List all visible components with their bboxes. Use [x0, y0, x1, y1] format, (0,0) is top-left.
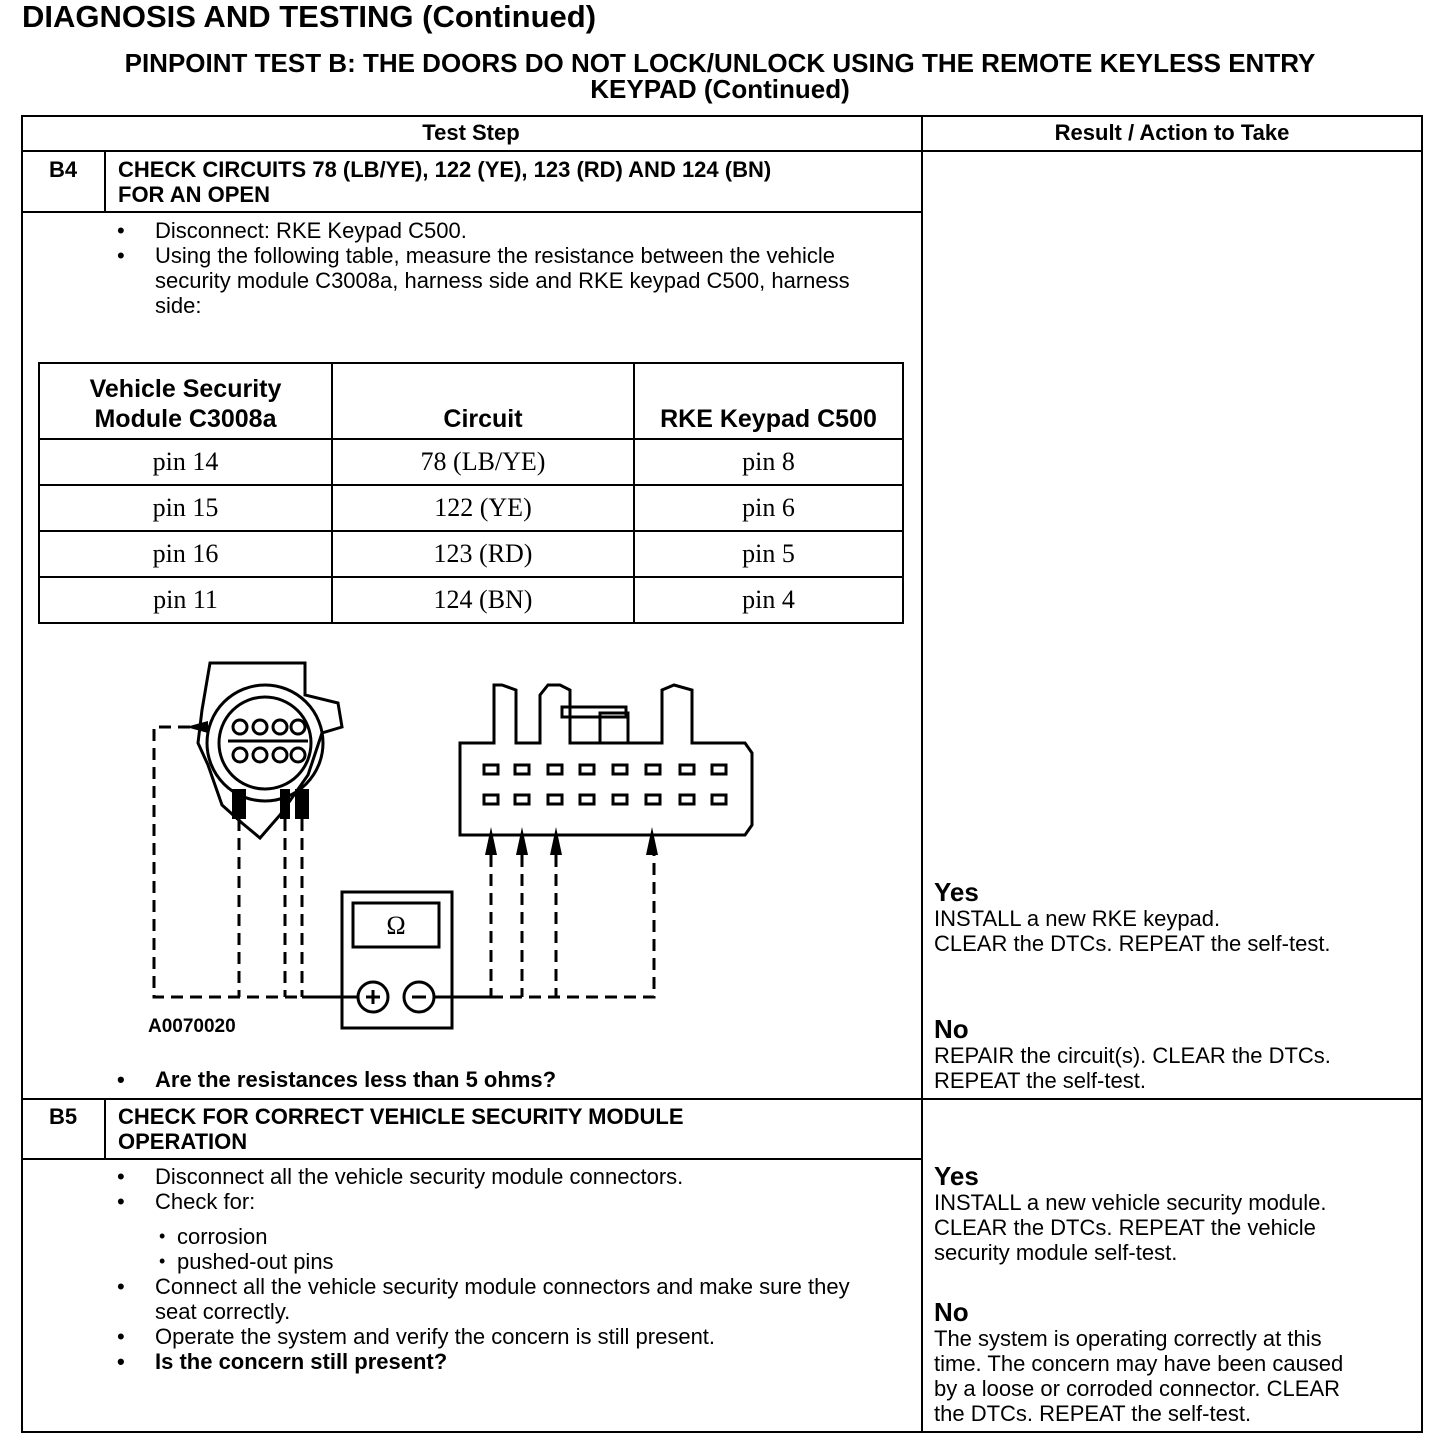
table-header-vsm: Vehicle Security Module C3008a — [39, 363, 332, 439]
b4-no-line1: REPAIR the circuit(s). CLEAR the DTCs. — [934, 1043, 1331, 1068]
column-divider — [921, 115, 923, 1433]
b4-question-text: • Are the resistances less than 5 ohms? — [117, 1067, 887, 1092]
b5-result-no — [934, 1298, 1343, 1426]
b5-yes-line2: CLEAR the DTCs. REPEAT the vehicle — [934, 1215, 1316, 1240]
pinpoint-title-line2: KEYPAD (Continued) — [590, 74, 850, 104]
b4-yes-line2: CLEAR the DTCs. REPEAT the self-test. — [934, 931, 1331, 956]
b5-bullet-operate: • Operate the system and verify the concern is still present. — [117, 1324, 887, 1349]
b5-id-divider — [104, 1099, 106, 1159]
b4-title-line2: FOR AN OPEN — [118, 182, 270, 207]
b5-title-line2: OPERATION — [118, 1129, 248, 1154]
table-cell: pin 14 — [39, 439, 332, 485]
b5-check-list — [155, 1224, 887, 1274]
figure-id: A0070020 — [148, 1016, 236, 1037]
table-cell: 122 (YE) — [332, 485, 634, 531]
b5-result-yes — [934, 1162, 1327, 1265]
pinpoint-title-line1: PINPOINT TEST B: THE DOORS DO NOT LOCK/UNLOCK USING THE REMOTE KEYLESS ENTRY — [124, 48, 1316, 78]
b5-title-line1: CHECK FOR CORRECT VEHICLE SECURITY MODULE — [118, 1104, 684, 1129]
table-cell: pin 6 — [634, 485, 903, 531]
table-header-circuit: Circuit — [332, 363, 634, 439]
step-title-b5 — [118, 1104, 684, 1154]
b4-result-yes — [934, 878, 1331, 956]
table-cell: pin 8 — [634, 439, 903, 485]
b5-no-line1: The system is operating correctly at this — [934, 1326, 1322, 1351]
b5-yes-line1: INSTALL a new vehicle security module. — [934, 1190, 1327, 1215]
table-row — [39, 439, 903, 485]
table-cell: pin 4 — [634, 577, 903, 623]
b4-result-no — [934, 1015, 1331, 1093]
b5-no-line2: time. The concern may have been caused — [934, 1351, 1344, 1376]
table-cell: 123 (RD) — [332, 531, 634, 577]
table-cell: pin 5 — [634, 531, 903, 577]
b5-check-label: Check for: — [155, 1189, 256, 1214]
table-cell: 78 (LB/YE) — [332, 439, 634, 485]
b4-title-line1: CHECK CIRCUITS 78 (LB/YE), 122 (YE), 123 (RD) AND 124 (BN) — [118, 157, 772, 182]
b4-yes-label: Yes — [934, 877, 979, 907]
step-id-b4: B4 — [48, 157, 78, 182]
column-header-result: Result / Action to Take — [1054, 120, 1290, 145]
b4-bullet-measure: • Using the following table, measure the resistance between the vehicle security module C3008a, harness side and RKE keypad C500, harness side: — [117, 243, 887, 318]
step-id-b5: B5 — [48, 1104, 78, 1129]
step-separator — [21, 1098, 1423, 1100]
b4-title-divider — [21, 211, 922, 213]
table-cell: pin 11 — [39, 577, 332, 623]
ohm-symbol: Ω — [386, 911, 406, 940]
b4-instructions — [117, 218, 887, 318]
b4-question — [117, 1067, 887, 1092]
b4-bullet-disconnect: • Disconnect: RKE Keypad C500. — [117, 218, 887, 243]
step-title-b4 — [118, 157, 771, 207]
b5-bullet-connect: • Connect all the vehicle security module connectors and make sure they seat correctly. — [117, 1274, 887, 1324]
b5-yes-line3: security module self-test. — [934, 1240, 1178, 1265]
b4-id-divider — [104, 151, 106, 212]
b5-title-divider — [21, 1158, 922, 1160]
table-cell: 124 (BN) — [332, 577, 634, 623]
header-row-divider — [21, 150, 1423, 152]
table-header-rke: RKE Keypad C500 — [634, 363, 903, 439]
page-header — [22, 0, 596, 34]
table-row — [39, 577, 903, 623]
b5-instructions — [117, 1164, 887, 1374]
b5-sub-pushed-out: • pushed-out pins — [155, 1249, 887, 1274]
pin-resistance-table — [38, 362, 904, 624]
b5-no-label: No — [934, 1297, 969, 1327]
table-row — [39, 531, 903, 577]
b4-yes-line1: INSTALL a new RKE keypad. — [934, 906, 1221, 931]
page-title: DIAGNOSIS AND TESTING (Continued) — [22, 0, 597, 34]
vsm-connector — [198, 663, 342, 838]
pinpoint-test-title — [70, 50, 1370, 102]
b5-bullet-disconnect: • Disconnect all the vehicle security module connectors. — [117, 1164, 887, 1189]
b5-yes-label: Yes — [934, 1161, 979, 1191]
b5-sub-corrosion: • corrosion — [155, 1224, 887, 1249]
table-cell: pin 16 — [39, 531, 332, 577]
column-header-test-step: Test Step — [422, 120, 520, 145]
table-row — [39, 485, 903, 531]
rke-keypad-connector — [460, 685, 752, 835]
b4-no-line2: REPEAT the self-test. — [934, 1068, 1146, 1093]
b5-bullet-check — [117, 1189, 887, 1274]
b5-no-line3: by a loose or corroded connector. CLEAR — [934, 1376, 1341, 1401]
b5-no-line4: the DTCs. REPEAT the self-test. — [934, 1401, 1252, 1426]
wiring-diagram — [130, 655, 770, 1040]
b5-question-text: • Is the concern still present? — [117, 1349, 887, 1374]
table-cell: pin 15 — [39, 485, 332, 531]
b4-no-label: No — [934, 1014, 969, 1044]
